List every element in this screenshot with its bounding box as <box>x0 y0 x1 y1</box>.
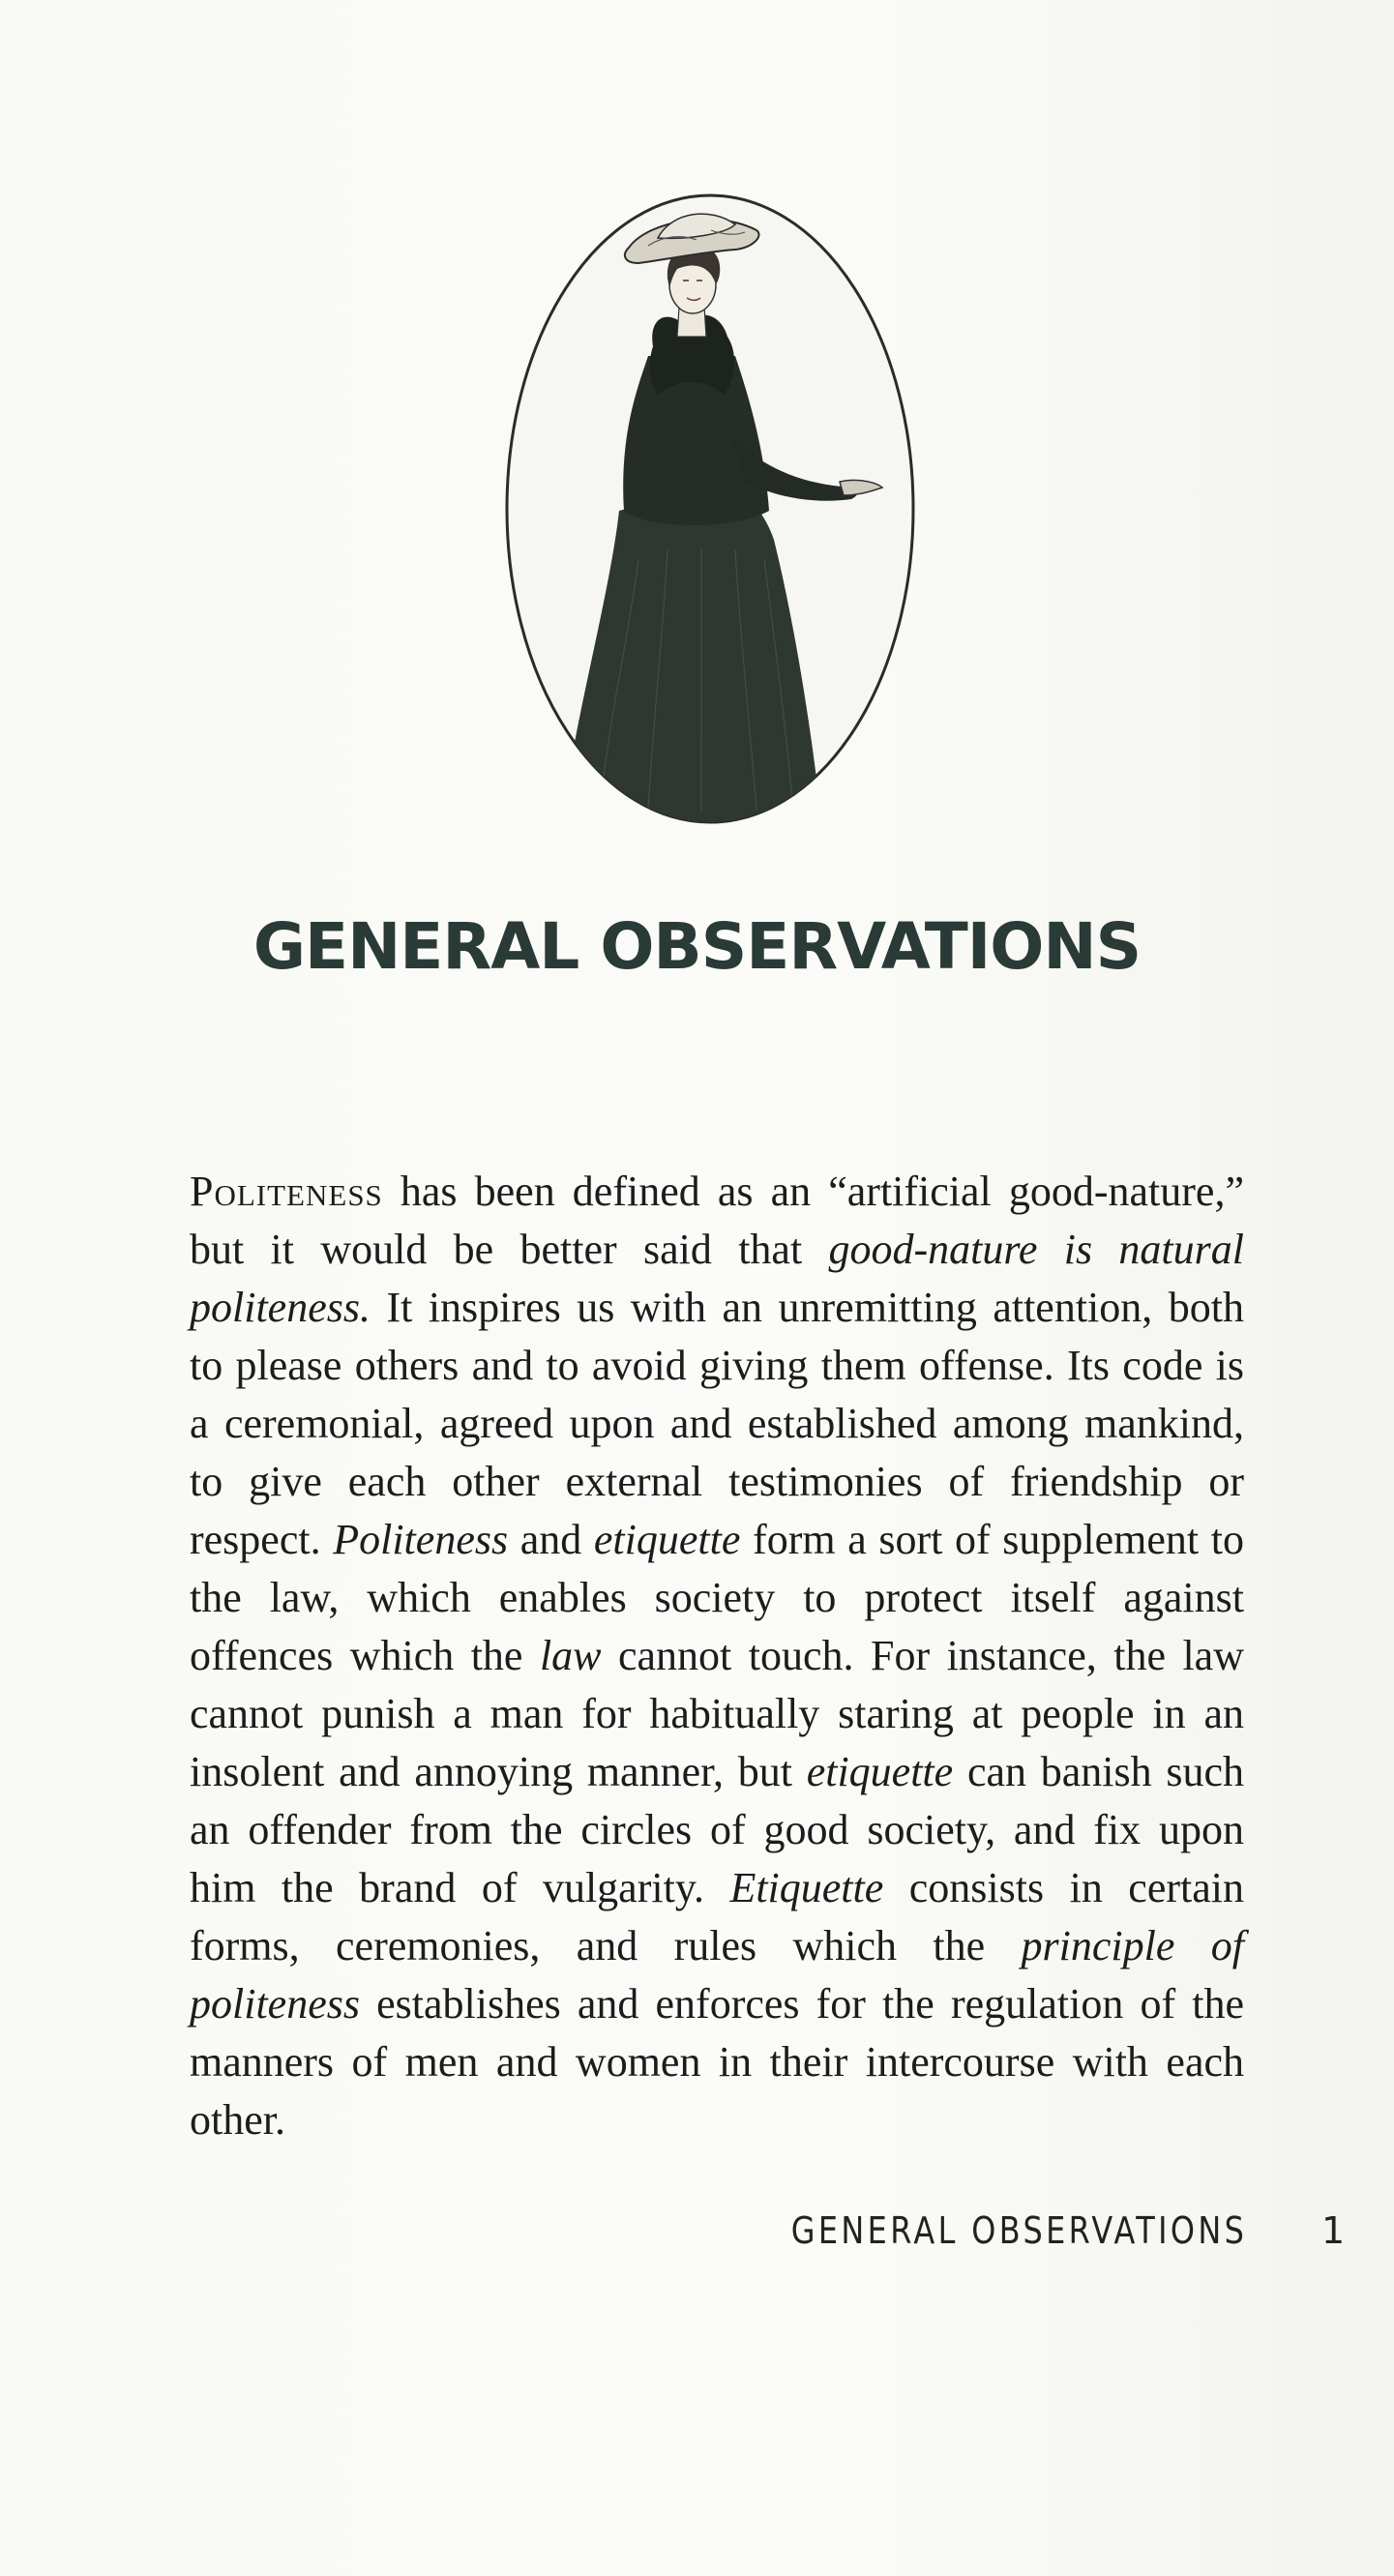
italic-run: law <box>539 1632 602 1679</box>
text-run: and <box>508 1516 594 1563</box>
italic-run: Politeness <box>333 1516 509 1563</box>
text-run: form a sort of supplement to the law, which enables society to protect itself against offences which the <box>190 1516 1245 1679</box>
running-footer-title: GENERAL OBSERVATIONS <box>790 2209 1247 2252</box>
italic-run: principle of politeness <box>190 1922 1244 2028</box>
chapter-title: GENERAL OBSERVATIONS <box>252 909 1142 984</box>
text-run: has been defined as an “artificial good-nature,” but it would be better said that <box>190 1168 1244 1273</box>
text-run: establishes and enforces for the regulation of the manners of men and women in their intercourse with each other. <box>190 1980 1244 2144</box>
lead-in-small-caps: Politeness <box>190 1168 383 1215</box>
italic-run: good-nature is natural politeness. <box>190 1226 1244 1331</box>
italic-run: Etiquette <box>729 1864 884 1911</box>
italic-run: etiquette <box>593 1516 741 1563</box>
body-paragraph <box>190 1163 1244 2149</box>
text-run: It inspires us with an unremitting attention, both to please others and to avoid giving them offense. Its code is a ceremonial, agreed upon and established among mankind, to give each other external testimonies of friendship or respect. <box>190 1284 1244 1563</box>
text-run: consists in certain forms, ceremonies, and rules which the <box>190 1864 1244 1969</box>
text-run: cannot touch. For instance, the law cannot punish a man for habitually staring at people in an insolent and annoying manner, but <box>190 1632 1244 1795</box>
page-number: 1 <box>1321 2209 1346 2252</box>
portrait-illustration <box>503 192 917 826</box>
text-run: can banish such an offender from the circles of good society, and fix upon him the brand of vulgarity. <box>190 1748 1244 1911</box>
italic-run: etiquette <box>806 1748 954 1795</box>
